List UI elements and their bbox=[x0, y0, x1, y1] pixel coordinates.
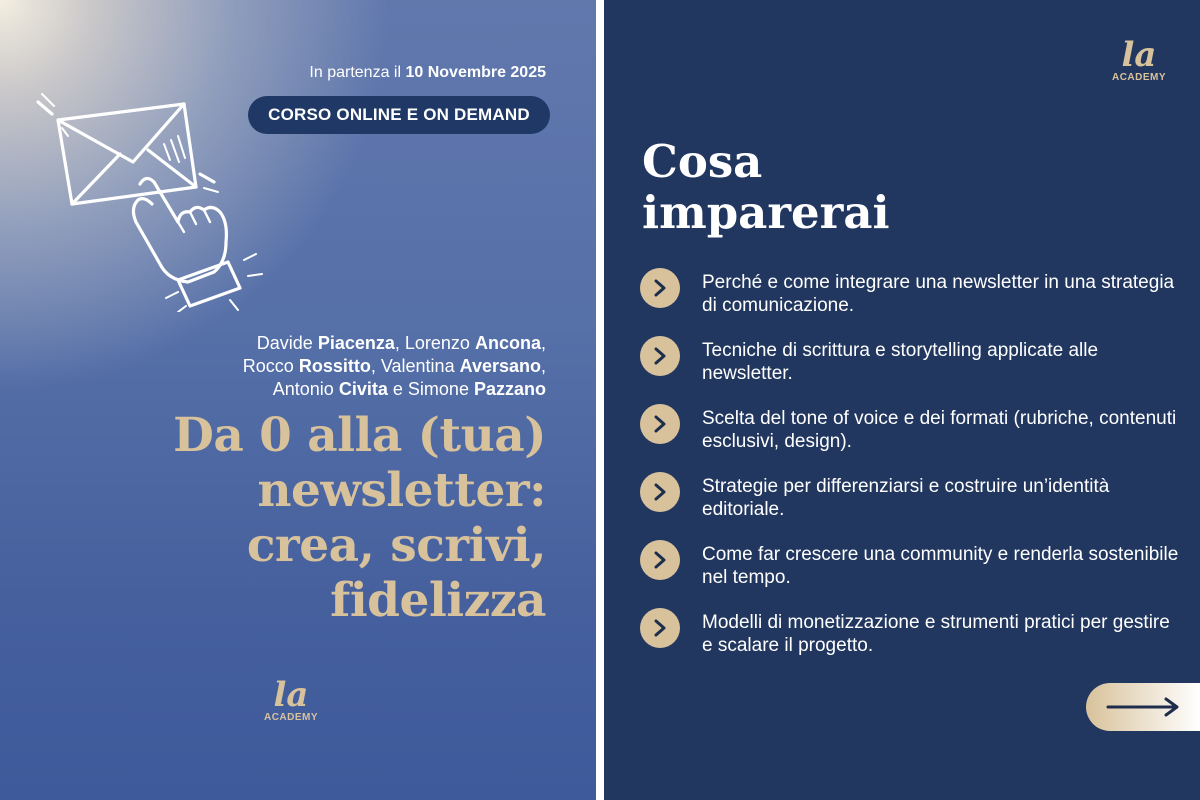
chevron-right-icon bbox=[640, 404, 680, 444]
academy-logo bbox=[1104, 35, 1174, 83]
author-separator: , bbox=[540, 333, 546, 353]
chevron-right-icon bbox=[640, 540, 680, 580]
learning-list bbox=[640, 268, 1180, 676]
authors-line bbox=[86, 332, 546, 355]
author-separator: , bbox=[370, 356, 376, 376]
list-item bbox=[640, 608, 1180, 676]
list-item-text: Perché e come integrare una newsletter in una strategia di comunicazione. bbox=[702, 272, 1175, 316]
left-slide bbox=[0, 0, 596, 800]
start-prefix: In partenza il bbox=[309, 64, 402, 81]
author-first-name: Valentina bbox=[380, 356, 455, 376]
headline-line: Da 0 alla (tua) bbox=[173, 408, 546, 463]
section-title bbox=[642, 136, 890, 238]
authors-list bbox=[86, 332, 546, 401]
list-item bbox=[640, 336, 1180, 404]
author-separator: , bbox=[540, 356, 546, 376]
course-headline bbox=[26, 408, 546, 628]
headline-line: newsletter: bbox=[257, 463, 546, 518]
right-slide bbox=[604, 0, 1200, 800]
author-last-name: Pazzano bbox=[473, 379, 546, 399]
chevron-right-icon bbox=[640, 472, 680, 512]
envelope-hand-icon bbox=[28, 92, 278, 312]
author-first-name: Lorenzo bbox=[404, 333, 470, 353]
author-last-name: Piacenza bbox=[317, 333, 395, 353]
list-item-text: Modelli di monetizzazione e strumenti pratici per gestire e scalare il progetto. bbox=[702, 612, 1170, 656]
list-item-text: Come far crescere una community e renderla sostenibile nel tempo. bbox=[702, 544, 1179, 588]
author-first-name: Rocco bbox=[242, 356, 294, 376]
list-item-text: Tecniche di scrittura e storytelling applicate alle newsletter. bbox=[702, 340, 1099, 384]
author-last-name: Rossitto bbox=[298, 356, 371, 376]
author-separator: , bbox=[394, 333, 400, 353]
headline-line: crea, scrivi, bbox=[246, 518, 546, 573]
logo-mark: la bbox=[273, 675, 309, 715]
chevron-right-icon bbox=[640, 336, 680, 376]
next-slide-button[interactable] bbox=[1086, 683, 1200, 731]
author-last-name: Aversano bbox=[459, 356, 541, 376]
start-date: 10 Novembre 2025 bbox=[405, 64, 546, 81]
author-first-name: Antonio bbox=[272, 379, 334, 399]
list-item bbox=[640, 268, 1180, 336]
author-last-name: Civita bbox=[338, 379, 388, 399]
headline-line: fidelizza bbox=[330, 573, 546, 628]
logo-mark: la bbox=[1121, 35, 1157, 75]
academy-logo bbox=[256, 675, 326, 723]
chevron-right-icon bbox=[640, 608, 680, 648]
logo-word: ACADEMY bbox=[1111, 72, 1167, 83]
author-last-name: Ancona bbox=[474, 333, 541, 353]
list-item bbox=[640, 404, 1180, 472]
author-first-name: Davide bbox=[256, 333, 313, 353]
list-item-text: Strategie per differenziarsi e costruire un’identità editoriale. bbox=[702, 476, 1110, 520]
title-line: imparerai bbox=[642, 186, 890, 239]
chevron-right-icon bbox=[640, 268, 680, 308]
logo-word: ACADEMY bbox=[263, 712, 319, 723]
authors-line bbox=[86, 355, 546, 378]
authors-line bbox=[86, 378, 546, 401]
arrow-right-icon bbox=[1104, 696, 1182, 718]
author-separator: e bbox=[392, 379, 403, 399]
list-item-text: Scelta del tone of voice e dei formati (rubriche, contenuti esclusivi, design). bbox=[702, 408, 1177, 452]
course-badge: CORSO ONLINE E ON DEMAND bbox=[248, 96, 550, 134]
list-item bbox=[640, 540, 1180, 608]
title-line: Cosa bbox=[642, 135, 763, 188]
author-first-name: Simone bbox=[407, 379, 469, 399]
list-item bbox=[640, 472, 1180, 540]
start-date-line bbox=[309, 64, 546, 82]
